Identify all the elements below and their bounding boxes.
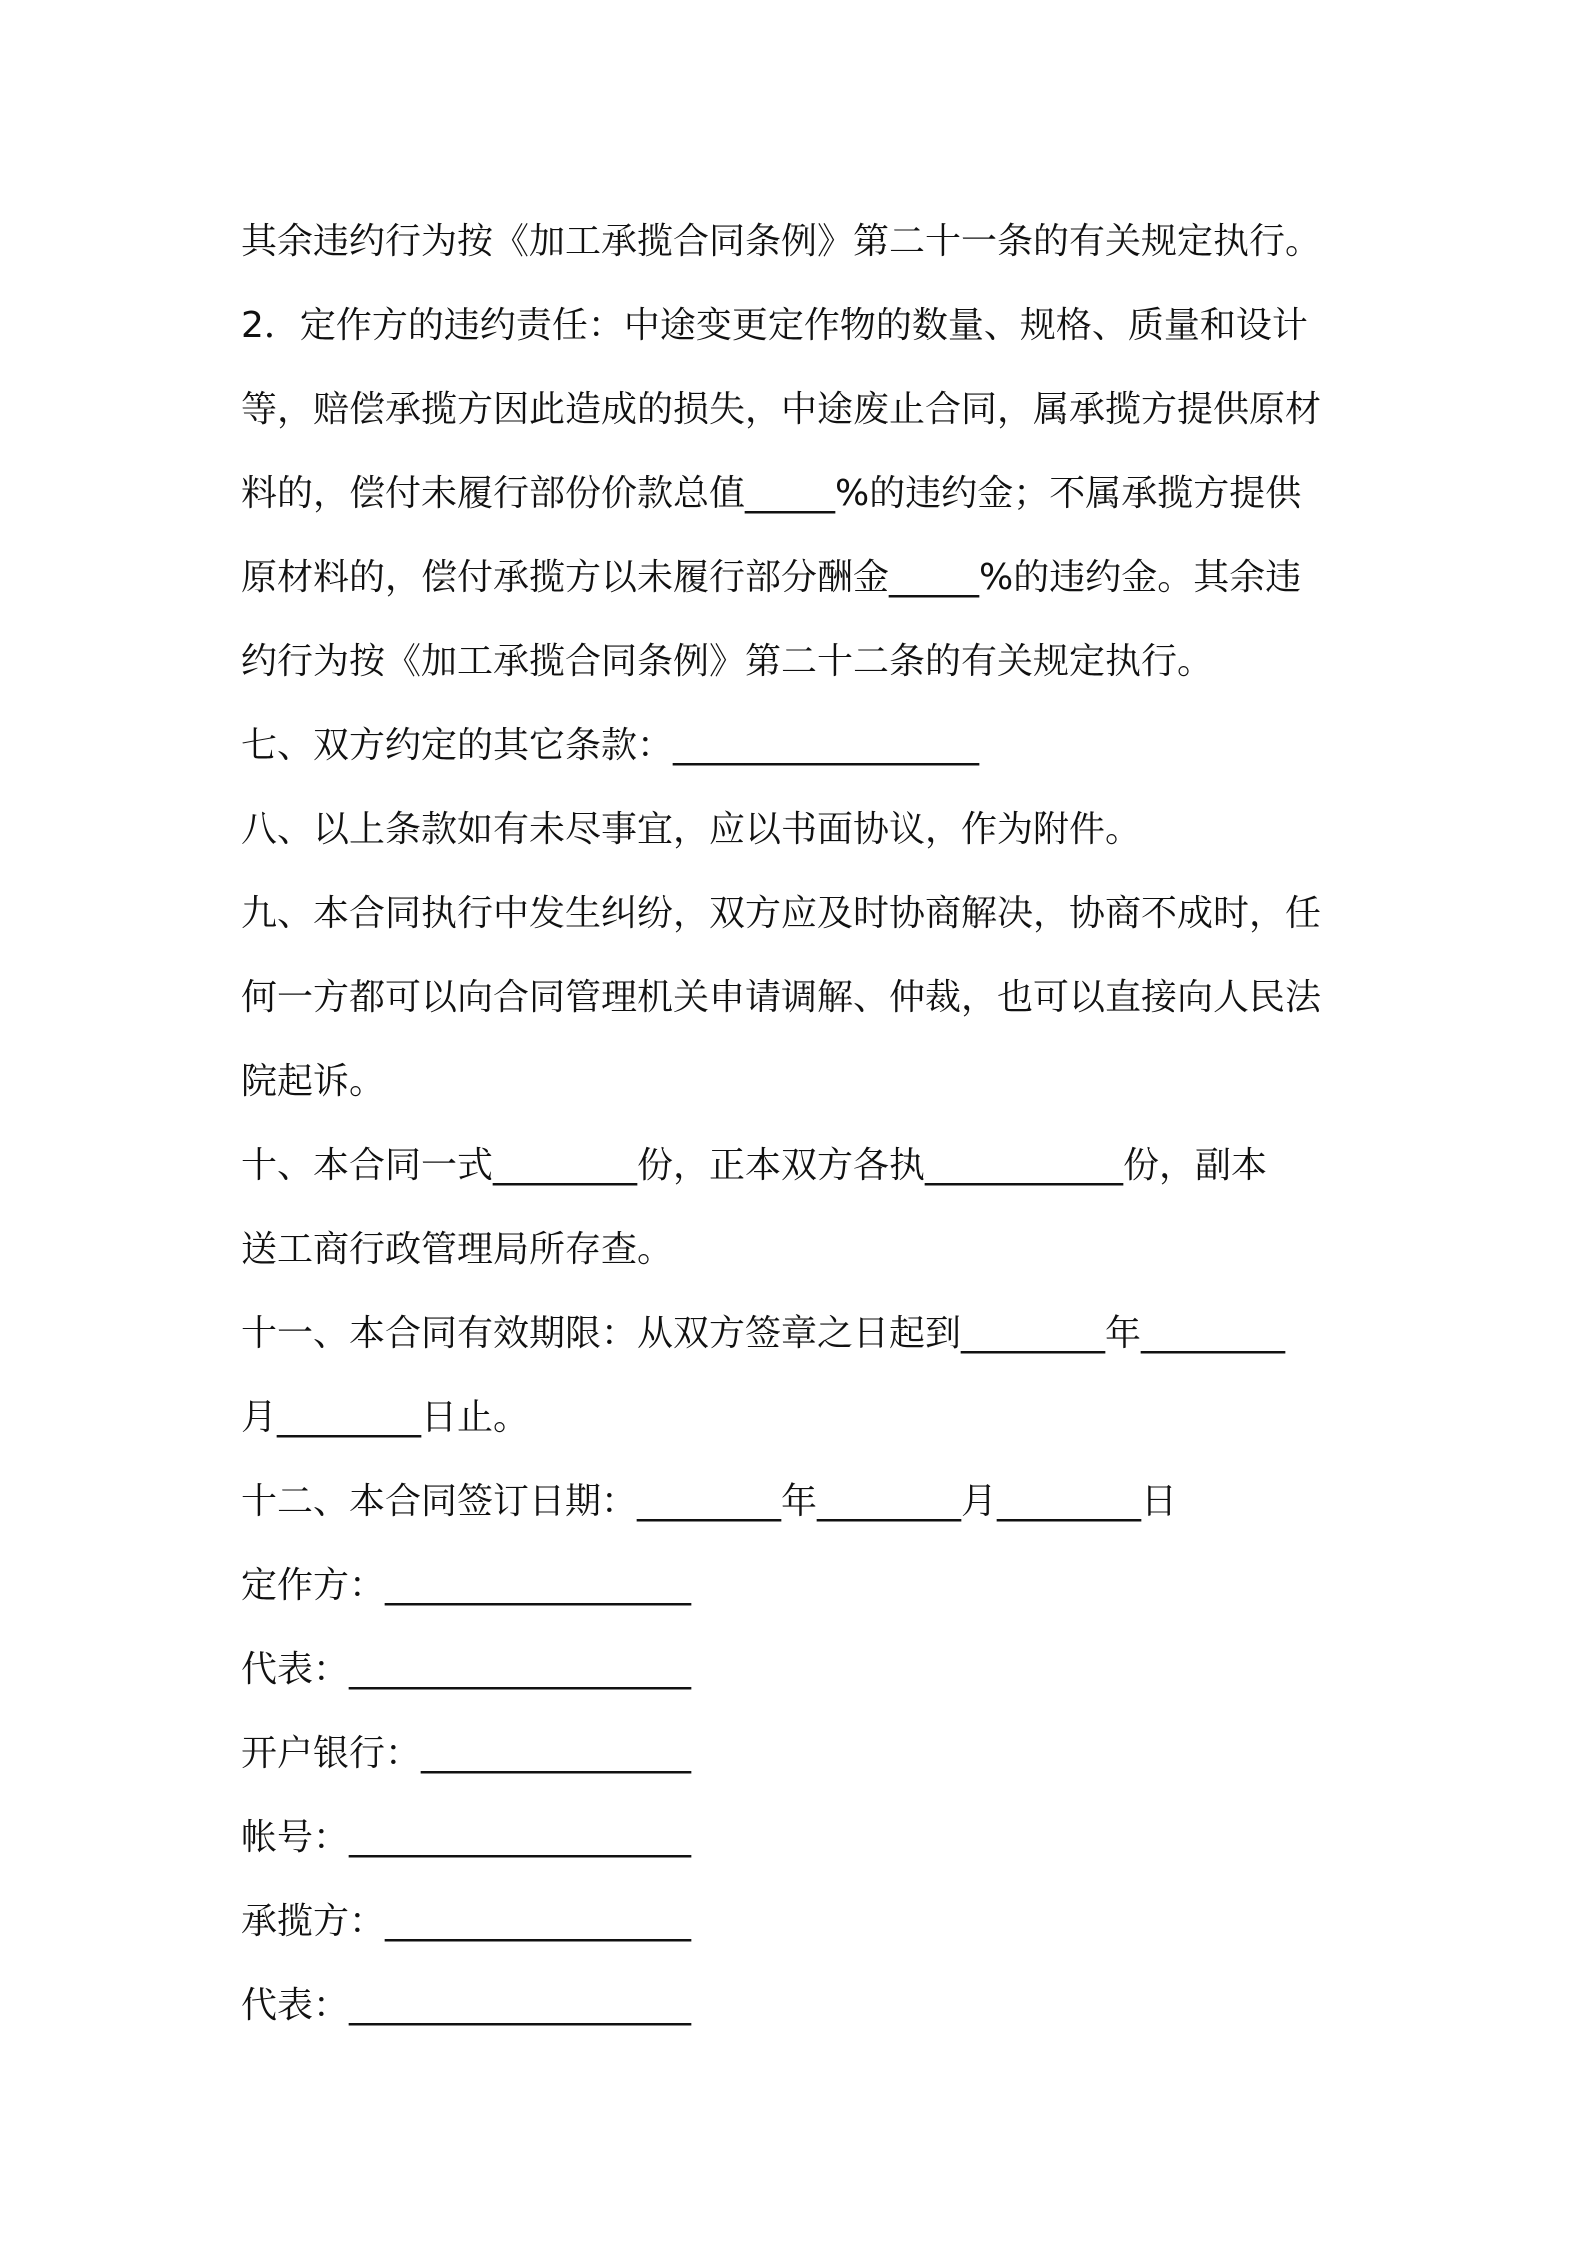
- text-line: 何一方都可以向合同管理机关申请调解、仲裁，也可以直接向人民法: [241, 977, 1322, 1018]
- clause-12: 十二、本合同签订日期：________年________月________日: [241, 1481, 1178, 1522]
- clause-8: 八、以上条款如有未尽事宜，应以书面协议，作为附件。: [241, 809, 1142, 850]
- text-line: 院起诉。: [241, 1061, 386, 1102]
- orderer-representative-field: 代表：___________________: [241, 1649, 692, 1690]
- text-line: 2．定作方的违约责任：中途变更定作物的数量、规格、质量和设计: [241, 305, 1308, 346]
- text-line: 原材料的，偿付承揽方以未履行部分酬金_____%的违约金。其余违: [241, 557, 1302, 598]
- orderer-field: 定作方：_________________: [241, 1565, 692, 1606]
- clause-10: 十、本合同一式________份，正本双方各执___________份，副本: [241, 1145, 1268, 1186]
- contract-page: [241, 200, 1361, 2048]
- contractor-field: 承揽方：_________________: [241, 1901, 692, 1942]
- text-line: 送工商行政管理局所存查。: [241, 1229, 674, 1270]
- text-line: 料的，偿付未履行部份价款总值_____%的违约金；不属承揽方提供: [241, 473, 1302, 514]
- bank-field: 开户银行：_______________: [241, 1733, 692, 1774]
- text-line: 等，赔偿承揽方因此造成的损失，中途废止合同，属承揽方提供原材: [241, 389, 1322, 430]
- account-field: 帐号：___________________: [241, 1817, 692, 1858]
- clause-11: 十一、本合同有效期限：从双方签章之日起到________年________: [241, 1313, 1286, 1354]
- text-line: 约行为按《加工承揽合同条例》第二十二条的有关规定执行。: [241, 641, 1214, 682]
- clause-9: 九、本合同执行中发生纠纷，双方应及时协商解决，协商不成时，任: [241, 893, 1322, 934]
- contractor-representative-field: 代表：___________________: [241, 1985, 692, 2026]
- clause-7: 七、双方约定的其它条款：_________________: [241, 725, 980, 766]
- text-line: 月________日止。: [241, 1397, 530, 1438]
- text-line: 其余违约行为按《加工承揽合同条例》第二十一条的有关规定执行。: [241, 221, 1322, 262]
